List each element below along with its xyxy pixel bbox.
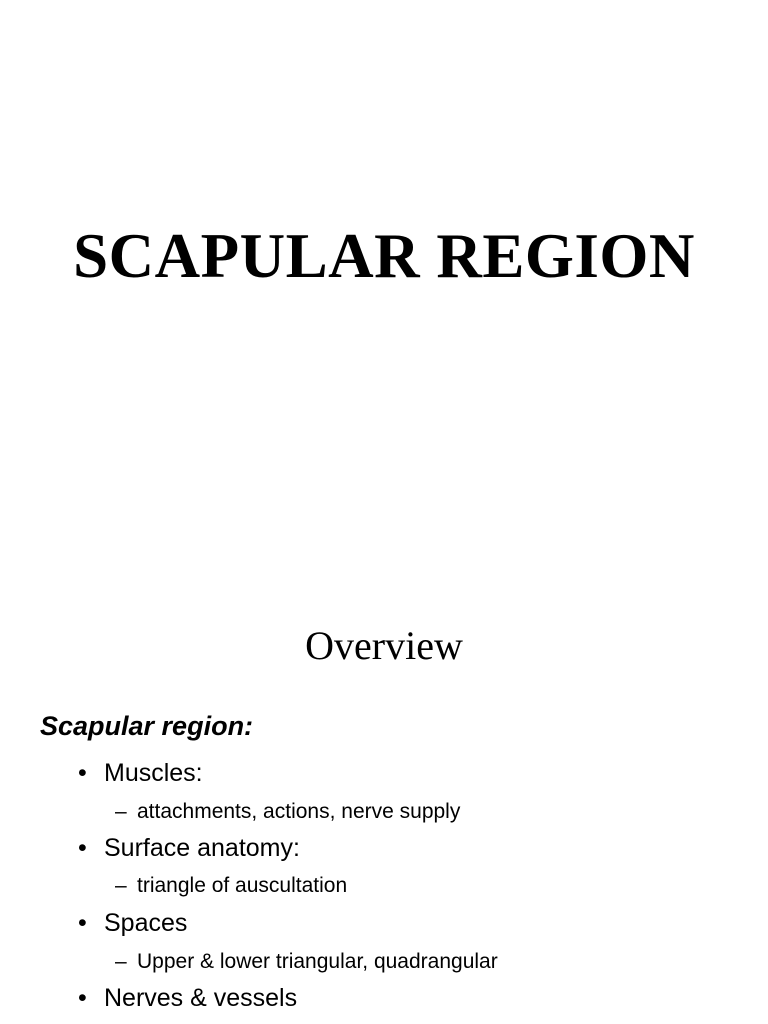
- bullet-glyph: •: [78, 834, 87, 862]
- bullet-glyph: •: [78, 759, 87, 787]
- sub-bullet-label: Upper & lower triangular, quadrangular: [137, 950, 498, 973]
- bullet-label: Spaces: [104, 909, 188, 937]
- bullet-item: [78, 833, 300, 863]
- sub-bullet-item: [115, 873, 347, 899]
- section-label: Scapular region:: [40, 711, 254, 741]
- sub-bullet-label: attachments, actions, nerve supply: [137, 800, 461, 823]
- bullet-glyph: •: [78, 909, 87, 937]
- bullet-label: Muscles:: [104, 759, 203, 787]
- bullet-item: [78, 758, 203, 788]
- bullet-item: [78, 908, 187, 938]
- bullet-label: Nerves & vessels: [104, 984, 298, 1012]
- sub-bullet-glyph: –: [115, 800, 127, 823]
- sub-bullet-item: [115, 949, 498, 975]
- sub-bullet-glyph: –: [115, 950, 127, 973]
- bullet-item: [78, 983, 297, 1013]
- sub-bullet-label: triangle of auscultation: [137, 874, 348, 897]
- overview-heading: Overview: [305, 623, 463, 668]
- sub-bullet-item: [115, 799, 460, 825]
- slide-title: SCAPULAR REGION: [73, 221, 695, 291]
- bullet-glyph: •: [78, 984, 87, 1012]
- sub-bullet-glyph: –: [115, 874, 127, 897]
- bullet-label: Surface anatomy:: [104, 834, 300, 862]
